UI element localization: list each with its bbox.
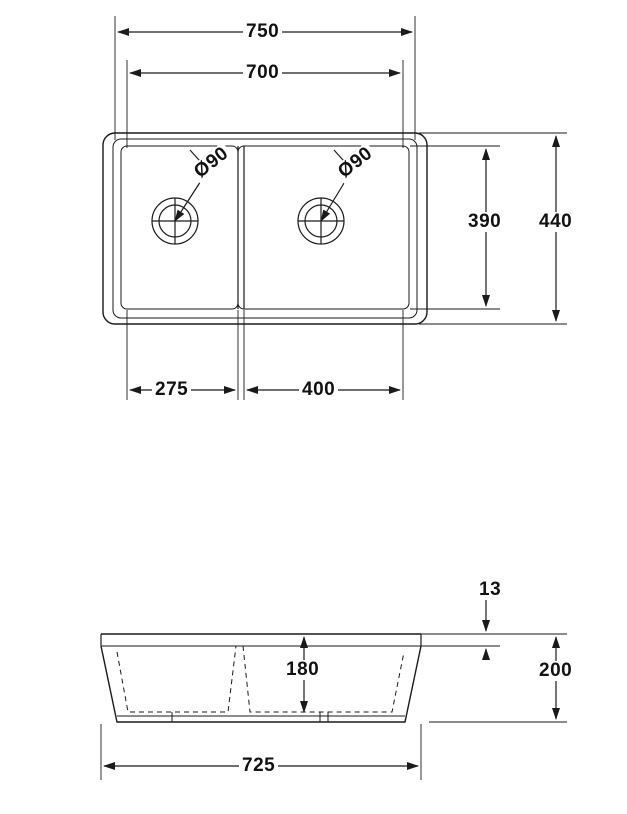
dim-label-700: 700 [243,63,282,83]
dim-label-275: 275 [152,380,191,400]
dim-label-waste-left: Ø90 [188,142,235,184]
dim-label-725: 725 [239,756,278,776]
dim-label-180: 180 [283,660,322,680]
dim-label-waste-right: Ø90 [332,142,379,184]
dim-label-750: 750 [243,22,282,42]
dim-label-200: 200 [536,661,575,681]
section-dashed-profile [117,646,404,712]
top-view-outline [103,133,427,324]
dim-label-390: 390 [465,212,504,232]
front-section-outline [101,634,421,722]
extension-lines-section [101,634,567,780]
dim-label-13: 13 [476,580,504,600]
dim-label-400: 400 [299,380,338,400]
section-waste-marks [172,712,328,722]
dim-label-440: 440 [536,212,575,232]
